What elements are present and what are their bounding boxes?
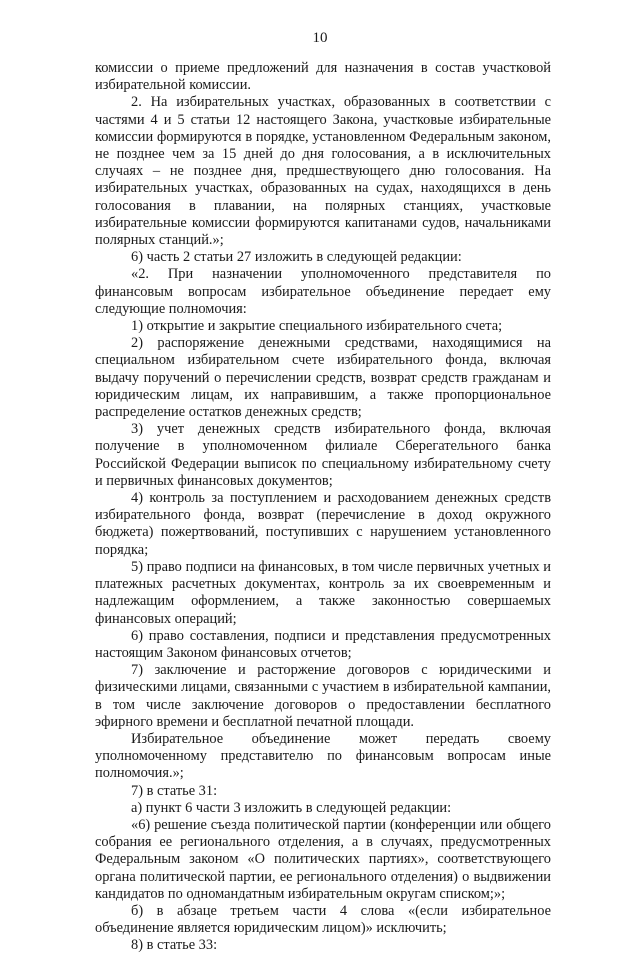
paragraph: б) в абзаце третьем части 4 слова «(если избирательное объединение является юридическим лицом)» исключить;	[95, 902, 551, 937]
paragraph: 2. На избирательных участках, образованных в соответствии с частями 4 и 5 статьи 12 настоящего Закона, участковые избирательные комиссии формируются в порядке, установленном Федеральным законом, не позднее чем за 15 дней до дня голосования, а в исключительных случаях – не позднее дня, предшествующего дню голосования. На избирательных участках, образованных на судах, находящихся в день голосования в плавании, на полярных станциях, участковые избирательные комиссии формируются капитанами судов, начальниками полярных станций.»;	[95, 94, 551, 249]
paragraph: 6) право составления, подписи и представления предусмотренных настоящим Законом финансовых отчетов;	[95, 627, 551, 661]
paragraph: Избирательное объединение может передать своему уполномоченному представителю по финансовым вопросам иные полномочия.»;	[95, 730, 551, 782]
document-body	[95, 60, 551, 955]
paragraph: 1) открытие и закрытие специального избирательного счета;	[131, 318, 503, 335]
paragraph: 7) заключение и расторжение договоров с юридическими и физическими лицами, связанными с участием в избирательной кампании, в том числе заключение договоров о предоставлении бесплатного эфирного времени и бесплатной печатной площади.	[95, 662, 551, 730]
paragraph: комиссии о приеме предложений для назначения в состав участковой избирательной комиссии.	[95, 60, 551, 94]
paragraph: 8) в статье 33:	[131, 937, 218, 954]
paragraph: 5) право подписи на финансовых, в том числе первичных учетных и платежных расчетных документах, контроль за их своевременным и надлежащим оформлением, а также законностью совершаемых финансовых операций;	[95, 558, 551, 627]
page-number: 10	[312, 30, 328, 46]
paragraph: 2) распоряжение денежными средствами, находящимися на специальном избирательном счете избирательного фонда, включая выдачу поручений о перечислении средств, возврат средств гражданам и юридическим лицам, их направившим, а также пропорциональное распределение остатков денежных средств;	[95, 335, 551, 421]
paragraph: «6) решение съезда политической партии (конференции или общего собрания ее регионального отделения, а в случаях, предусмотренных Федеральным законом «О политических партиях», соответствующего органа политической партии, ее регионального отделения) о выдвижении кандидатов по одномандатным избирательным округам списком;»;	[95, 816, 551, 902]
paragraph: 3) учет денежных средств избирательного фонда, включая получение в уполномоченном филиале Сберегательного банка Российской Федерации выписок по специальному избирательному счету и первичных финансовых документов;	[95, 421, 551, 489]
paragraph: 6) часть 2 статьи 27 изложить в следующей редакции:	[131, 249, 462, 266]
paragraph: 7) в статье 31:	[131, 782, 218, 799]
paragraph: а) пункт 6 части 3 изложить в следующей редакции:	[131, 799, 452, 816]
paragraph: 4) контроль за поступлением и расходованием денежных средств избирательного фонда, возврат (перечисление в доход окружного бюджета) пожертвований, поступивших с нарушением установленного порядка;	[95, 490, 551, 558]
paragraph: «2. При назначении уполномоченного представителя по финансовым вопросам избирательное объединение передает ему следующие полномочия:	[95, 266, 551, 317]
